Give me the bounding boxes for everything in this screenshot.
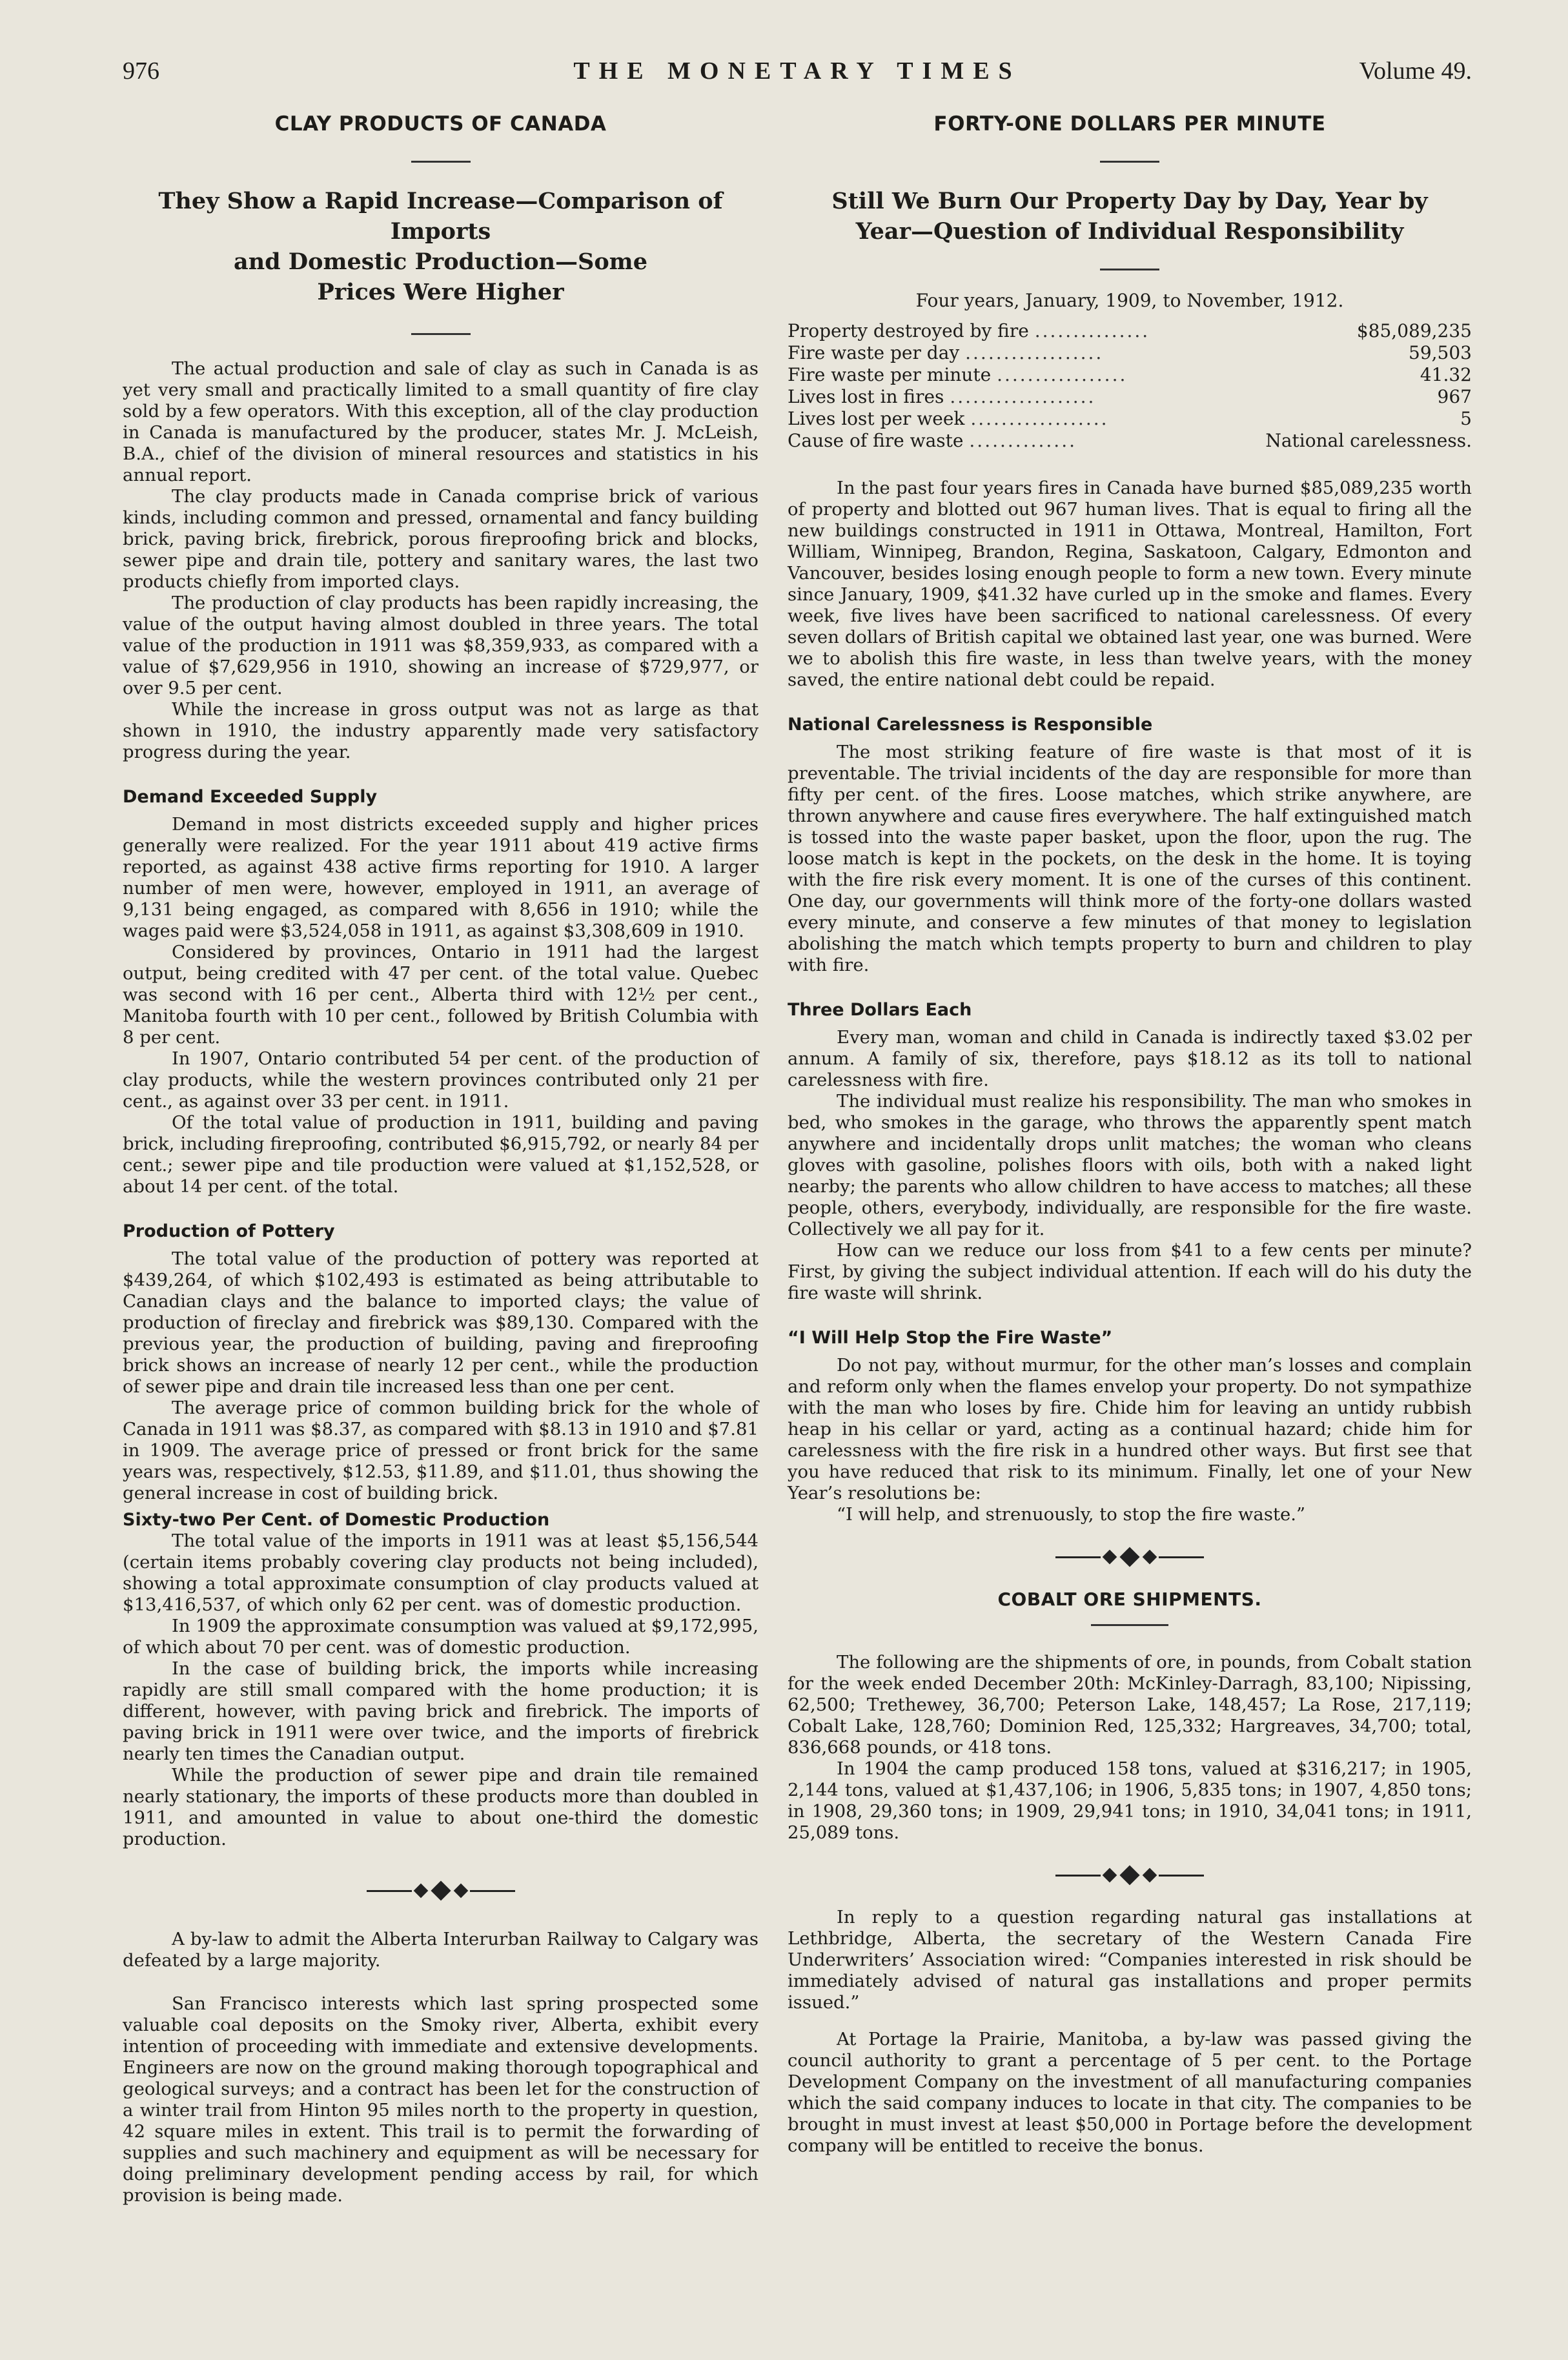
paragraph: In reply to a question regarding natural gas installations at Lethbridge, Alberta, the secretary of the Western Canada Fire Underwriters’ Association wired: “Companies interested in risk should be immediately advised of natural gas installations and proper permits issued.” [788, 1907, 1472, 2013]
section-heading: “I Will Help Stop the Fire Waste” [788, 1328, 1113, 1348]
fire-statistics-table [788, 320, 1472, 452]
paragraph: The production of clay products has been rapidly increasing, the value of the output having almost doubled in three years. The total value of the production in 1911 was $8,359,933, as compared with a value of $7,629,956 in 1910, showing an increase of $729,977, or over 9.5 per cent. [123, 593, 759, 698]
paragraph: Considered by provinces, Ontario in 1911 had the largest output, being credited with 47 per cent. of the total value. Quebec was second with 16 per cent., Alberta third with 12½ per cent., Manitoba fourth with 10 per cent., followed by British Columbia with 8 per cent. [123, 942, 759, 1048]
subtitle-line: and Domestic Production—Some [234, 249, 647, 275]
paragraph: The clay products made in Canada comprise brick of various kinds, including common and pressed, ornamental and fancy building brick, paving brick, firebrick, porous fireproofing brick and blocks, sewer pipe and drain tile, pottery and sanitary wares, the last two products chiefly from imported clays. [123, 486, 759, 592]
paragraph: The actual production and sale of clay as such in Canada is as yet very small and practically limited to a small quantity of fire clay sold by a few operators. With this exception, all of the clay production in Canada is manufactured by the producer, states Mr. J. McLeish, B.A., chief of the division of mineral resources and statistics in his annual report. [123, 358, 759, 485]
subtitle-line: They Show a Rapid Increase—Comparison of Imports [158, 188, 723, 245]
title-rule [411, 161, 471, 163]
stat-value: $85,089,235 [1356, 320, 1472, 341]
stat-value: 41.32 [1420, 364, 1472, 385]
stat-value: 5 [1460, 408, 1472, 429]
table-row: Lives lost per week .................. 5 [788, 408, 1472, 429]
table-row: Lives lost in fires ................... 967 [788, 386, 1472, 407]
subtitle-line: Year—Question of Individual Responsibility [855, 218, 1404, 245]
paragraph: San Francisco interests which last spring prospected some valuable coal deposits on the Smoky river, Alberta, exhibit every intention of proceeding with immediate and extensive developments. Engineers are now on the ground making thorough topographical and geological surveys; and a contract has been let for the construction of a winter trail from Hinton 95 miles north to the property in question, 42 square miles in extent. This trail is to permit the forwarding of supplies and such machinery and equipment as will be necessary for doing preliminary development pending access by rail, for which provision is being made. [123, 1993, 759, 2206]
stat-value: 59,503 [1409, 342, 1472, 363]
paragraph: In 1907, Ontario contributed 54 per cent. of the production of clay products, while the western provinces contributed only 21 per cent., as against over 33 per cent. in 1911. [123, 1048, 759, 1112]
paragraph: The average price of common building brick for the whole of Canada in 1911 was $8.37, as compared with $8.13 in 1910 and $7.81 in 1909. The average price of pressed or front brick for the same years was, respectively, $12.53, $11.89, and $11.01, thus showing the general increase in cost of building brick. [123, 1398, 759, 1503]
stat-value: National carelessness. [1265, 430, 1472, 451]
subtitle-rule [411, 333, 471, 335]
paragraph: Do not pay, without murmur, for the other man’s losses and complain and reform only when the flames envelop your property. Do not sympathize with the man who loses by fire. Chide him for leaving an untidy rubbish heap in his cellar or yard, acting as a continual hazard; chide him for carelessness with the fire risk in a hundred other ways. But first see that you have reduced that risk to its minimum. Finally, let one of your New Year’s resolutions be: [788, 1355, 1472, 1503]
paragraph: The individual must realize his responsibility. The man who smokes in bed, who smokes in the garage, who throws the apparently spent match anywhere and incidentally drops unlit matches; the woman who cleans gloves with gasoline, polishes floors with oils, both with a naked light nearby; the parents who allow children to have access to matches; all these people, others, everybody, individually, are responsible for the fire waste. Collectively we all pay for it. [788, 1091, 1472, 1239]
paragraph: The most striking feature of fire waste is that most of it is preventable. The trivial incidents of the day are responsible for more than fifty per cent. of the fires. Loose matches, which strike anywhere, are thrown anywhere and cause fires everywhere. The half extinguished match is tossed into the waste paper basket, upon the floor, upon the rug. The loose match is kept in the pockets, on the desk in the home. It is toying with the fire risk every moment. It is one of the curses of this continent. One day, our governments will think more of the forty-one dollars wasted every minute, and conserve a few minutes of that money to legislation abolishing the match which tempts property to burn and children to play with fire. [788, 742, 1472, 975]
paragraph: The total value of the imports in 1911 was at least $5,156,544 (certain items probably covering clay products not being included), showing a total approximate consumption of clay products valued at $13,416,537, of which only 62 per cent. was of domestic production. [123, 1531, 759, 1615]
cobalt-article-title: COBALT ORE SHIPMENTS. [997, 1589, 1262, 1610]
fire-article-subtitle [788, 186, 1472, 247]
paragraph: In 1904 the camp produced 158 tons, valued at $316,217; in 1905, 2,144 tons, valued at $1,437,106; in 1906, 5,835 tons; in 1907, 4,850 tons; in 1908, 29,360 tons; in 1909, 29,941 tons; in 1910, 34,041 tons; in 1911, 25,089 tons. [788, 1758, 1472, 1843]
table-row: Cause of fire waste .............. National carelessness. [788, 430, 1472, 451]
page-number: 976 [123, 57, 159, 85]
diamond-ornament-icon [123, 1884, 759, 1898]
title-rule [1100, 161, 1159, 163]
subtitle-line: Still We Burn Our Property Day by Day, Year by [831, 188, 1428, 214]
stat-label: Lives lost per week [788, 408, 965, 429]
paragraph: In the case of building brick, the imports while increasing rapidly are still small compared with the home production; it is different, however, with paving brick and firebrick. The imports of paving brick in 1911 were over twice, and the imports of firebrick nearly ten times the Canadian output. [123, 1658, 759, 1764]
stat-label: Property destroyed by fire [788, 320, 1029, 341]
left-column [123, 114, 759, 2206]
clay-article-title: CLAY PRODUCTS OF CANADA [274, 112, 607, 136]
volume-label: Volume 49. [1359, 57, 1472, 85]
subtitle-line: Prices Were Higher [317, 279, 564, 305]
table-row: Fire waste per day .................. 59,503 [788, 342, 1472, 363]
paragraph: Of the total value of production in 1911, building and paving brick, including fireproofing, contributed $6,915,792, or nearly 84 per cent.; sewer pipe and tile production were valued at $1,152,528, or about 14 per cent. of the total. [123, 1112, 759, 1197]
paragraph: Demand in most districts exceeded supply and higher prices generally were realized. For the year 1911 about 419 active firms reported, as against 438 active firms reporting for 1910. A larger number of men were, however, employed in 1911, an average of 9,131 being engaged, as compared with 8,656 in 1910; while the wages paid were $3,524,058 in 1911, as against $3,308,609 in 1910. [123, 814, 759, 941]
section-heading: Three Dollars Each [788, 1000, 972, 1020]
paragraph: In the past four years fires in Canada have burned $85,089,235 worth of property and blotted out 967 human lives. That is equal to firing all the new buildings constructed in 1911 in Ottawa, Montreal, Hamilton, Fort William, Winnipeg, Brandon, Regina, Saskatoon, Calgary, Edmonton and Vancouver, besides losing enough people to form a new town. Every minute since January, 1909, $41.32 have curled up in the smoke and flames. Every week, five lives have been sacrificed to national carelessness. Of every seven dollars of British capital we obtained last year, one was burned. Were we to abolish this fire waste, in less than twelve years, with the money saved, the entire national debt could be repaid. [788, 478, 1472, 690]
stat-label: Lives lost in fires [788, 386, 944, 407]
paragraph: Every man, woman and child in Canada is indirectly taxed $3.02 per annum. A family of six, therefore, pays $18.12 as its toll to national carelessness with fire. [788, 1027, 1472, 1090]
right-column [788, 114, 1472, 2157]
paragraph: While the production of sewer pipe and drain tile remained nearly stationary, the imports of these products more than doubled in 1911, and amounted in value to about one-third the domestic production. [123, 1765, 759, 1849]
section-heading: Production of Pottery [123, 1221, 335, 1241]
publication-title: THE MONETARY TIMES [573, 57, 1021, 85]
dateline: Four years, January, 1909, to November, 1912. [915, 290, 1344, 311]
paragraph: “I will help, and strenuously, to stop the fire waste.” [837, 1504, 1306, 1525]
stat-label: Cause of fire waste [788, 430, 964, 451]
diamond-ornament-icon [788, 1550, 1472, 1564]
title-rule [1091, 1624, 1168, 1626]
diamond-ornament-icon [788, 1868, 1472, 1882]
section-heading: National Carelessness is Responsible [788, 715, 1153, 735]
table-row: Property destroyed by fire ............... $85,089,235 [788, 320, 1472, 341]
paragraph: The following are the shipments of ore, in pounds, from Cobalt station for the week ended December 20th: McKinley-Darragh, 83,100; Nipissing, 62,500; Trethewey, 36,700; Peterson Lake, 148,457; La Rose, 217,119; Cobalt Lake, 128,760; Dominion Red, 125,332; Hargreaves, 34,700; total, 836,668 pounds, or 418 tons. [788, 1652, 1472, 1758]
paragraph: In 1909 the approximate consumption was valued at $9,172,995, of which about 70 per cent. was of domestic production. [123, 1616, 759, 1658]
subtitle-rule [1100, 269, 1159, 270]
paragraph: The total value of the production of pottery was reported at $439,264, of which $102,493 is estimated as being attributable to Canadian clays and the balance to imported clays; the value of production of fireclay and firebrick was $89,130. Compared with the previous year, the production of building, paving and fireproofing brick shows an increase of nearly 12 per cent., while the production of sewer pipe and drain tile increased less than one per cent. [123, 1248, 759, 1397]
stat-value: 967 [1437, 386, 1472, 407]
paragraph: While the increase in gross output was not as large as that shown in 1910, the industry apparently made very satisfactory progress during the year. [123, 699, 759, 762]
running-header [123, 57, 1472, 96]
table-row: Fire waste per minute ................. 41.32 [788, 364, 1472, 385]
fire-article-title: FORTY-ONE DOLLARS PER MINUTE [933, 112, 1326, 136]
stat-label: Fire waste per day [788, 342, 960, 363]
section-heading: Sixty-two Per Cent. of Domestic Production [123, 1510, 550, 1530]
clay-article-subtitle [123, 186, 759, 307]
stat-label: Fire waste per minute [788, 364, 992, 385]
section-heading: Demand Exceeded Supply [123, 787, 378, 807]
paragraph: At Portage la Prairie, Manitoba, a by-law was passed giving the council authority to grant a percentage of 5 per cent. to the Portage Development Company on the investment of all manufacturing companies which the said company induces to locate in that city. The companies to be brought in must invest at least $50,000 in Portage before the development company will be entitled to receive the bonus. [788, 2029, 1472, 2156]
paragraph: How can we reduce our loss from $41 to a few cents per minute? First, by giving the subject individual attention. If each will do his duty the fire waste will shrink. [788, 1240, 1472, 1303]
paragraph: A by-law to admit the Alberta Interurban Railway to Calgary was defeated by a large majority. [123, 1929, 759, 1971]
